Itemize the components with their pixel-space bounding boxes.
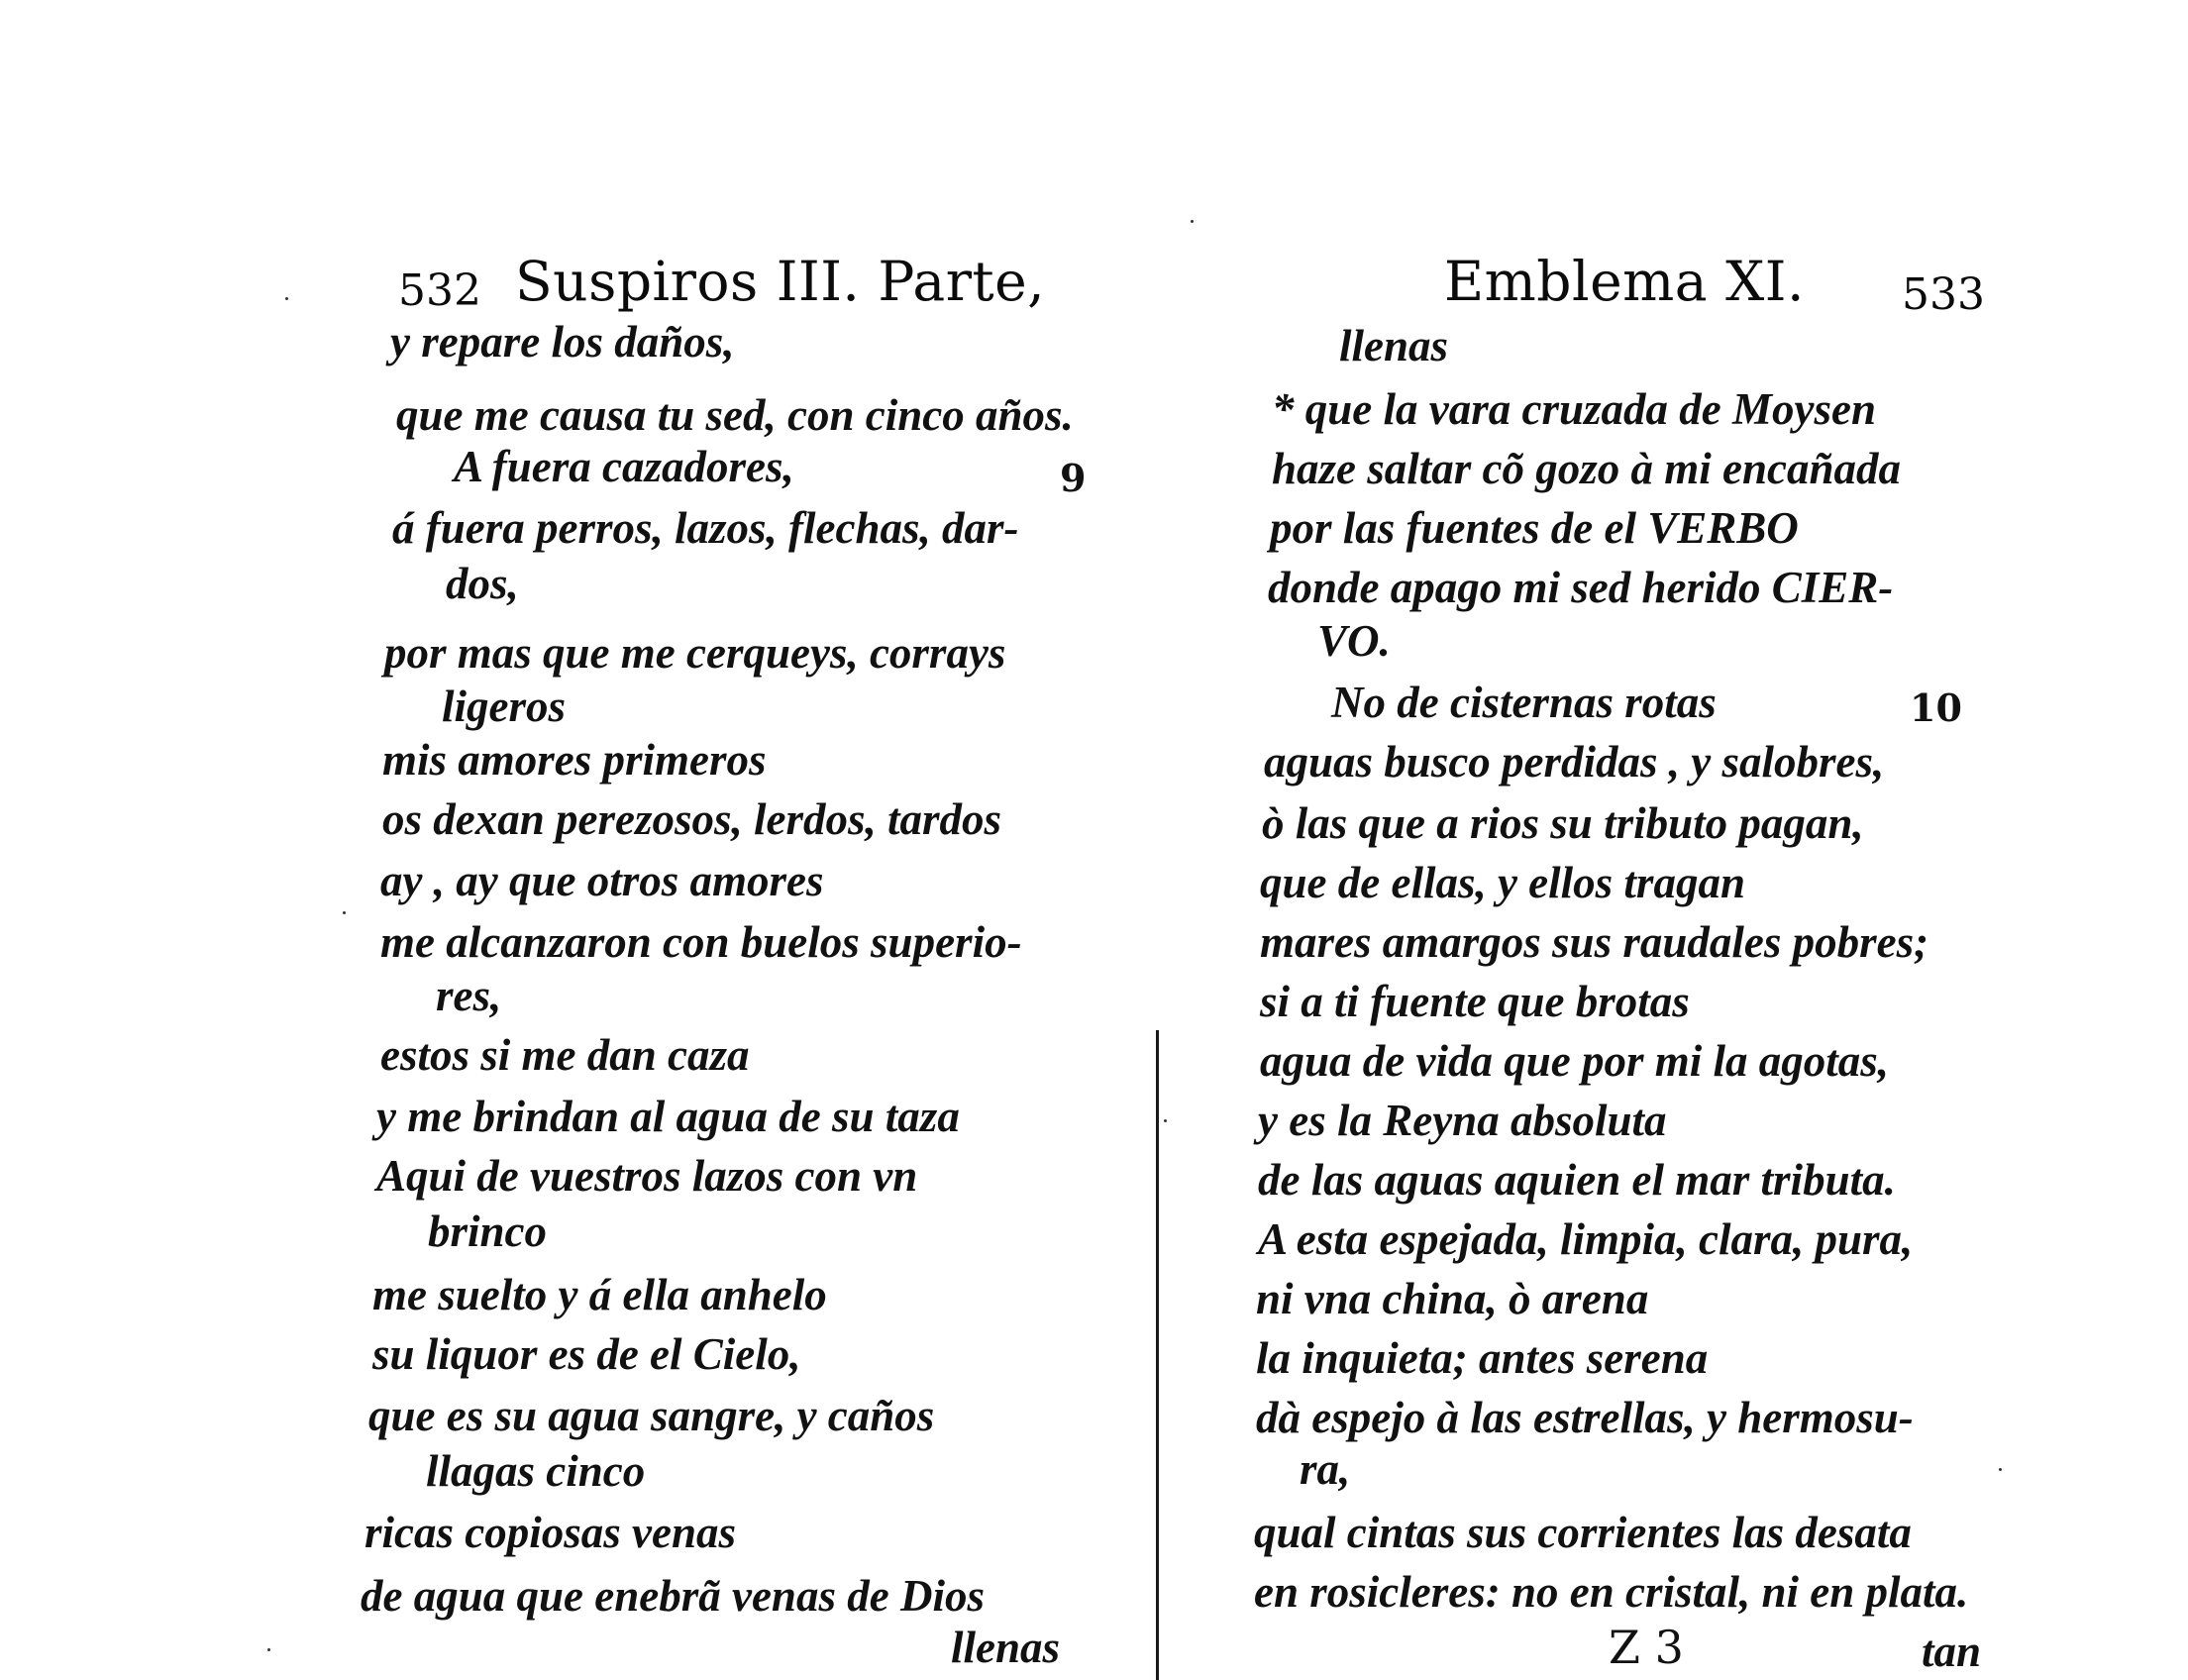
left-line-4: á fuera perros, lazos, flechas, dar- — [392, 503, 1019, 553]
scan-speck — [1191, 220, 1194, 223]
right-line-16: A esta espejada, limpia, clara, pura, — [1258, 1214, 1914, 1264]
right-line-11: mares amargos sus raudales pobres; — [1260, 917, 1929, 967]
right-line-18: la inquieta; antes serena — [1256, 1333, 1709, 1383]
left-line-14: y me brindan al agua de su taza — [376, 1092, 960, 1141]
right-line-8: aguas busco perdidas , y salobres, — [1264, 737, 1885, 787]
left-line-12: res, — [436, 971, 502, 1020]
right-running-head: Emblema XI. — [1444, 250, 1805, 313]
left-line-10: ay , ay que otros amores — [380, 856, 824, 905]
right-stanza-number: 10 — [1910, 685, 1962, 730]
catchword: tan — [1922, 1627, 1982, 1676]
right-line-2: * que la vara cruzada de Moysen — [1272, 384, 1876, 434]
left-line-5: dos, — [446, 559, 519, 608]
left-line-15: Aqui de vuestros lazos con vn — [376, 1151, 918, 1201]
right-line-19: dà espejo à las estrellas, y hermosu- — [1256, 1393, 1914, 1442]
right-page — [1169, 0, 2188, 1680]
right-line-10: que de ellas, y ellos tragan — [1260, 858, 1745, 907]
left-line-11: me alcanzaron con buelos superio- — [380, 917, 1022, 967]
left-line-3: A fuera cazadores, — [454, 442, 794, 491]
right-line-15: de las aguas aquien el mar tributa. — [1258, 1155, 1896, 1205]
scan-speck — [267, 1648, 270, 1651]
left-line-22: de agua que enebrã venas de Dios — [361, 1571, 985, 1621]
left-line-19: que es su agua sangre, y caños — [368, 1391, 935, 1440]
scan-speck — [1999, 1468, 2002, 1471]
left-line-1: y repare los daños, — [390, 317, 735, 367]
right-line-13: agua de vida que por mi la agotas, — [1260, 1036, 1890, 1086]
gutter-rule — [1156, 1030, 1159, 1680]
right-line-14: y es la Reyna absoluta — [1258, 1096, 1667, 1145]
left-stanza-number: 9 — [1060, 456, 1087, 500]
right-line-20: ra, — [1300, 1444, 1351, 1494]
scan-speck — [1164, 1119, 1167, 1122]
left-line-18: su liquor es de el Cielo, — [372, 1329, 801, 1379]
left-line-8: mis amores primeros — [382, 735, 767, 785]
right-line-9: ò las que a rios su tributo pagan, — [1262, 798, 1864, 848]
left-line-23: llenas — [951, 1623, 1061, 1672]
left-page-number: 532 — [398, 265, 481, 316]
right-line-22: en rosicleres: no en cristal, ni en plata. — [1254, 1567, 1969, 1617]
right-line-17: ni vna china, ò arena — [1256, 1274, 1649, 1323]
left-running-head: Suspiros III. Parte, — [515, 250, 1046, 313]
left-line-16: brinco — [428, 1207, 548, 1256]
right-line-6: VO. — [1317, 616, 1391, 666]
right-line-7: No de cisternas rotas — [1331, 678, 1717, 727]
right-line-5: donde apago mi sed herido CIER- — [1268, 563, 1894, 612]
right-line-4: por las fuentes de el VERBO — [1270, 503, 1799, 553]
right-line-12: si a ti fuente que brotas — [1260, 977, 1690, 1026]
left-line-17: me suelto y á ella anhelo — [372, 1270, 827, 1319]
left-line-9: os dexan perezosos, lerdos, tardos — [382, 794, 1002, 844]
left-line-13: estos si me dan caza — [380, 1030, 750, 1080]
left-line-21: ricas copiosas venas — [365, 1508, 736, 1557]
right-page-number: 533 — [1902, 269, 1985, 320]
scan-speck — [285, 297, 288, 300]
right-line-21: qual cintas sus corrientes las desata — [1254, 1508, 1912, 1557]
signature-mark: Z 3 — [1609, 1621, 1684, 1674]
left-line-7: ligeros — [442, 682, 567, 731]
scan-speck — [343, 911, 346, 914]
right-line-3: haze saltar cõ gozo à mi encañada — [1272, 444, 1902, 493]
left-line-20: llagas cinco — [426, 1446, 646, 1496]
left-line-2: que me causa tu sed, con cinco años. — [396, 390, 1074, 440]
right-line-1: llenas — [1339, 321, 1449, 370]
left-line-6: por mas que me cerqueys, corrays — [384, 628, 1006, 678]
